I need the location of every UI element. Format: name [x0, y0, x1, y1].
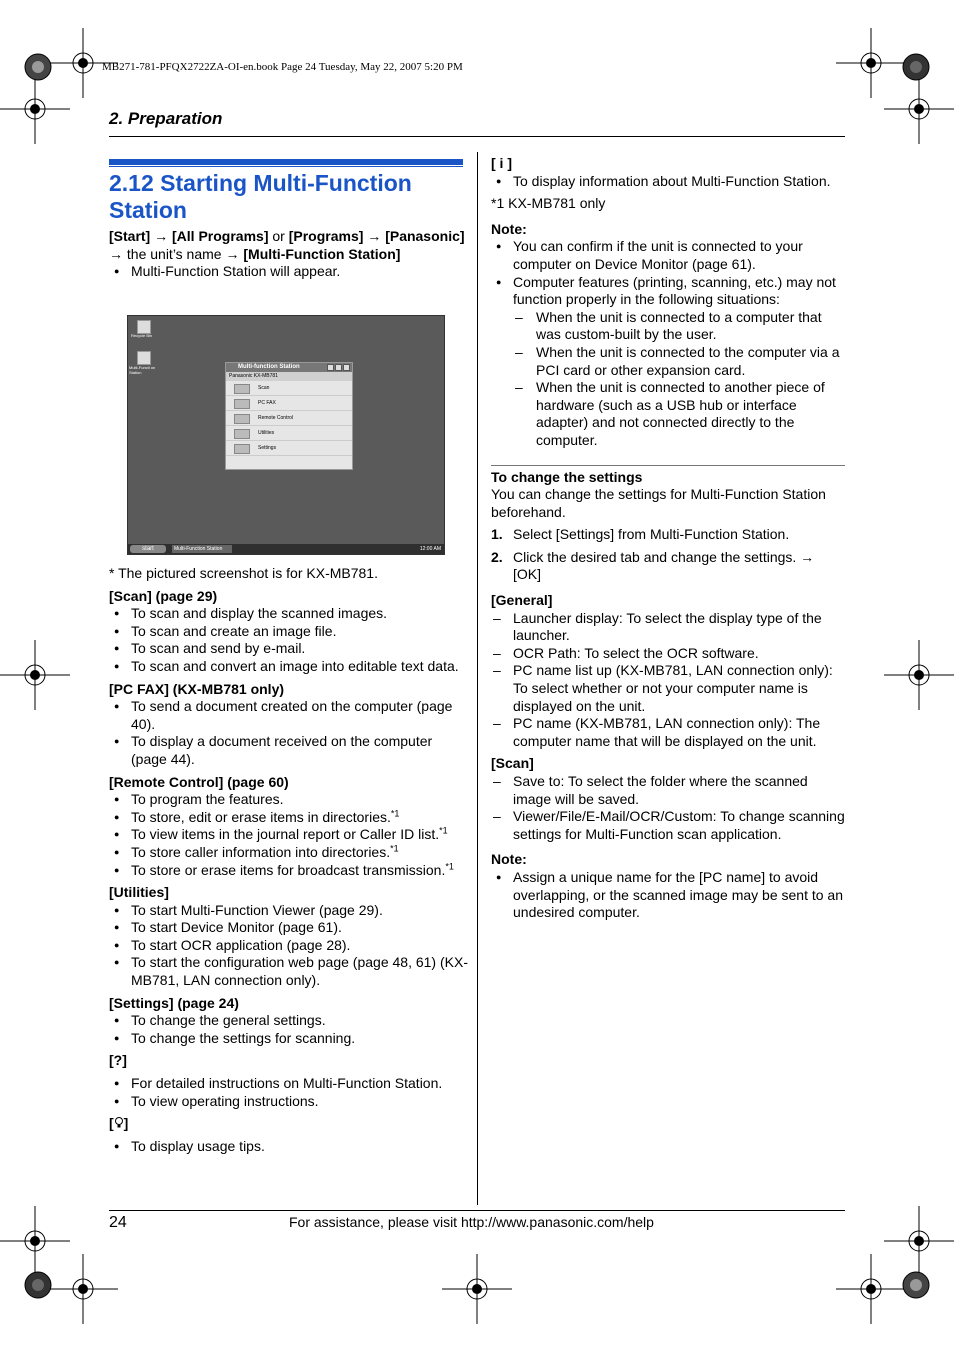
taskbar	[128, 544, 444, 554]
crop-mark-icon	[0, 74, 70, 144]
minimize-icon	[327, 364, 334, 371]
list-item: ● To send a document created on the computer (page 40).	[109, 698, 471, 733]
crop-mark-icon	[48, 1254, 118, 1324]
list-item: ● To start the configuration web page (page 48, 61) (KX-MB781, LAN connection only).	[109, 954, 471, 989]
list-item: ● For detailed instructions on Multi-Function Station.	[109, 1075, 471, 1093]
color-target-icon	[24, 53, 52, 81]
taskbar-clock: 12:00 AM	[419, 546, 441, 552]
scan-settings-heading: [Scan]	[491, 755, 534, 772]
scan-heading: [Scan] (page 29)	[109, 587, 218, 604]
settings-icon	[234, 444, 250, 454]
list-item: ● Assign a unique name for the [PC name] to avoid overlapping, or the scanned image may be sent to an undesired computer.	[491, 869, 845, 922]
title-bar	[109, 159, 463, 165]
section-header: 2. Preparation	[109, 109, 223, 128]
header-rule	[109, 136, 845, 137]
mfs-window	[225, 362, 353, 470]
list-item: – PC name list up (KX-MB781, LAN connection only): To select whether or not your computer name is displayed on the unit.	[491, 662, 845, 715]
list-item: ● To display a document received on the computer (page 44).	[109, 733, 471, 768]
crop-mark-icon	[442, 1254, 512, 1324]
list-item: ● To change the general settings.	[109, 1012, 471, 1030]
desktop-icon-label: Multi-Functi on Station	[129, 365, 156, 375]
list-item: – Save to: To select the folder where the scanned image will be saved.	[491, 773, 845, 808]
footer-rule	[109, 1210, 845, 1211]
list-item: ● To display usage tips.	[109, 1138, 471, 1156]
pcfax-heading: [PC FAX] (KX-MB781 only)	[109, 680, 285, 697]
list-item: ● To start OCR application (page 28).	[109, 937, 471, 955]
info-heading: [ i ]	[491, 155, 512, 171]
crop-mark-icon	[0, 640, 70, 710]
help-heading: [?]	[109, 1052, 127, 1069]
footer-help: For assistance, please visit http://www.panasonic.com/help	[289, 1214, 654, 1230]
desktop-icon-label: Recycle Bin	[131, 333, 153, 338]
list-item: ● To scan and create an image file.	[109, 623, 471, 641]
crop-mark-icon	[884, 74, 954, 144]
general-heading: [General]	[491, 592, 553, 609]
list-item: ● To view items in the journal report or Caller ID list.$^{*1}$	[109, 826, 471, 844]
color-target-icon	[902, 1271, 930, 1299]
screenshot-note: * The pictured screenshot is for KX-MB781.	[109, 565, 378, 581]
remote-heading: [Remote Control] (page 60)	[109, 773, 289, 790]
scan-icon	[234, 384, 250, 394]
mfs-model: Panasonic KX-MB781	[226, 372, 352, 381]
sub-item: – When the unit is connected to another piece of hardware (such as a USB hub or interface adapter) and not connected directly to the computer.	[491, 379, 845, 449]
list-item: – OCR Path: To select the OCR software.	[491, 645, 845, 663]
sub-item: – When the unit is connected to a computer that was custom-built by the user.	[491, 309, 845, 344]
list-item: ● Multi-Function Station will appear.	[109, 263, 469, 281]
screenshot-figure	[127, 315, 445, 555]
page-number: 24	[109, 1214, 127, 1231]
list-item: ● To start Multi-Function Viewer (page 29).	[109, 902, 471, 920]
remote-icon	[234, 414, 250, 424]
mfs-item-scan: Scan	[226, 381, 352, 396]
settings-heading: [Settings] (page 24)	[109, 994, 239, 1011]
lightbulb-icon	[114, 1116, 124, 1129]
list-item: – Viewer/File/E-Mail/OCR/Custom: To change scanning settings for Multi-Function scan application.	[491, 808, 845, 843]
list-item: – PC name (KX-MB781, LAN connection only): The computer name that will be displayed on the unit.	[491, 715, 845, 750]
list-item: ● To scan and convert an image into editable text data.	[109, 658, 471, 676]
note-heading: Note:	[491, 220, 527, 237]
list-item: ● To store or erase items for broadcast transmission.$^{*1}$	[109, 862, 471, 880]
column-divider	[477, 152, 478, 1205]
list-item: ● To view operating instructions.	[109, 1093, 471, 1111]
list-item: ● To display information about Multi-Function Station.	[491, 173, 845, 191]
utilities-icon	[234, 429, 250, 439]
crop-mark-icon	[836, 1254, 906, 1324]
title-bar-line	[109, 166, 463, 167]
list-item: ● To start Device Monitor (page 61).	[109, 919, 471, 937]
list-item: ● To store, edit or erase items in directories.$^{*1}$	[109, 809, 471, 827]
footnote: *1 KX-MB781 only	[491, 195, 606, 212]
utilities-heading: [Utilities]	[109, 884, 169, 901]
recycle-bin-icon	[137, 320, 151, 334]
change-intro: You can change the settings for Multi-Function Station beforehand.	[491, 486, 826, 520]
start-button: start	[130, 545, 166, 553]
list-item: ● To program the features.	[109, 791, 471, 809]
change-heading: To change the settings	[491, 468, 643, 485]
mfs-item-utilities: Utilities	[226, 426, 352, 441]
taskbar-item: Multi-Function Station	[172, 545, 232, 553]
crop-mark-icon	[884, 640, 954, 710]
mfs-desktop-icon	[137, 351, 151, 365]
list-item: ● To scan and display the scanned images.	[109, 605, 471, 623]
list-item: ● You can confirm if the unit is connected to your computer on Device Monitor (page 61).	[491, 238, 845, 273]
mfs-item-settings: Settings	[226, 441, 352, 456]
list-item: ● Computer features (printing, scanning, etc.) may not function properly in the following situations:	[491, 274, 845, 309]
color-target-icon	[902, 53, 930, 81]
fax-icon	[234, 399, 250, 409]
mfs-item-pcfax: PC FAX	[226, 396, 352, 411]
step-2: 2. Click the desired tab and change the settings. → [OK]	[491, 548, 815, 583]
mfs-titlebar: Multi-function Station	[226, 363, 352, 372]
sub-item: – When the unit is connected to the computer via a PCI card or other expansion card.	[491, 344, 845, 379]
nav-path: [Start] → [All Programs] or [Programs] → [Panasonic] → the unit’s name → [Multi-Function Station]	[109, 228, 465, 262]
mfs-bottom-bar	[230, 459, 348, 467]
maximize-icon	[335, 364, 342, 371]
color-target-icon	[24, 1271, 52, 1299]
page-title: 2.12 Starting Multi-Function Station	[109, 170, 412, 223]
section-rule	[491, 465, 845, 466]
left-column	[109, 228, 469, 281]
list-item: ● To store caller information into directories.$^{*1}$	[109, 844, 471, 862]
list-item: ● To change the settings for scanning.	[109, 1030, 471, 1048]
print-info: MB271-781-PFQX2722ZA-OI-en.book Page 24 Tuesday, May 22, 2007 5:20 PM	[102, 61, 463, 73]
step-1: 1. Select [Settings] from Multi-Function Station.	[491, 526, 790, 543]
mfs-item-remote: Remote Control	[226, 411, 352, 426]
close-icon	[343, 364, 350, 371]
left-column-lower	[109, 565, 471, 1155]
tips-heading: [ ]	[109, 1115, 129, 1132]
list-item: – Launcher display: To select the display type of the launcher.	[491, 610, 845, 645]
note-heading: Note:	[491, 851, 527, 868]
list-item: ● To scan and send by e-mail.	[109, 640, 471, 658]
right-column	[491, 155, 845, 922]
